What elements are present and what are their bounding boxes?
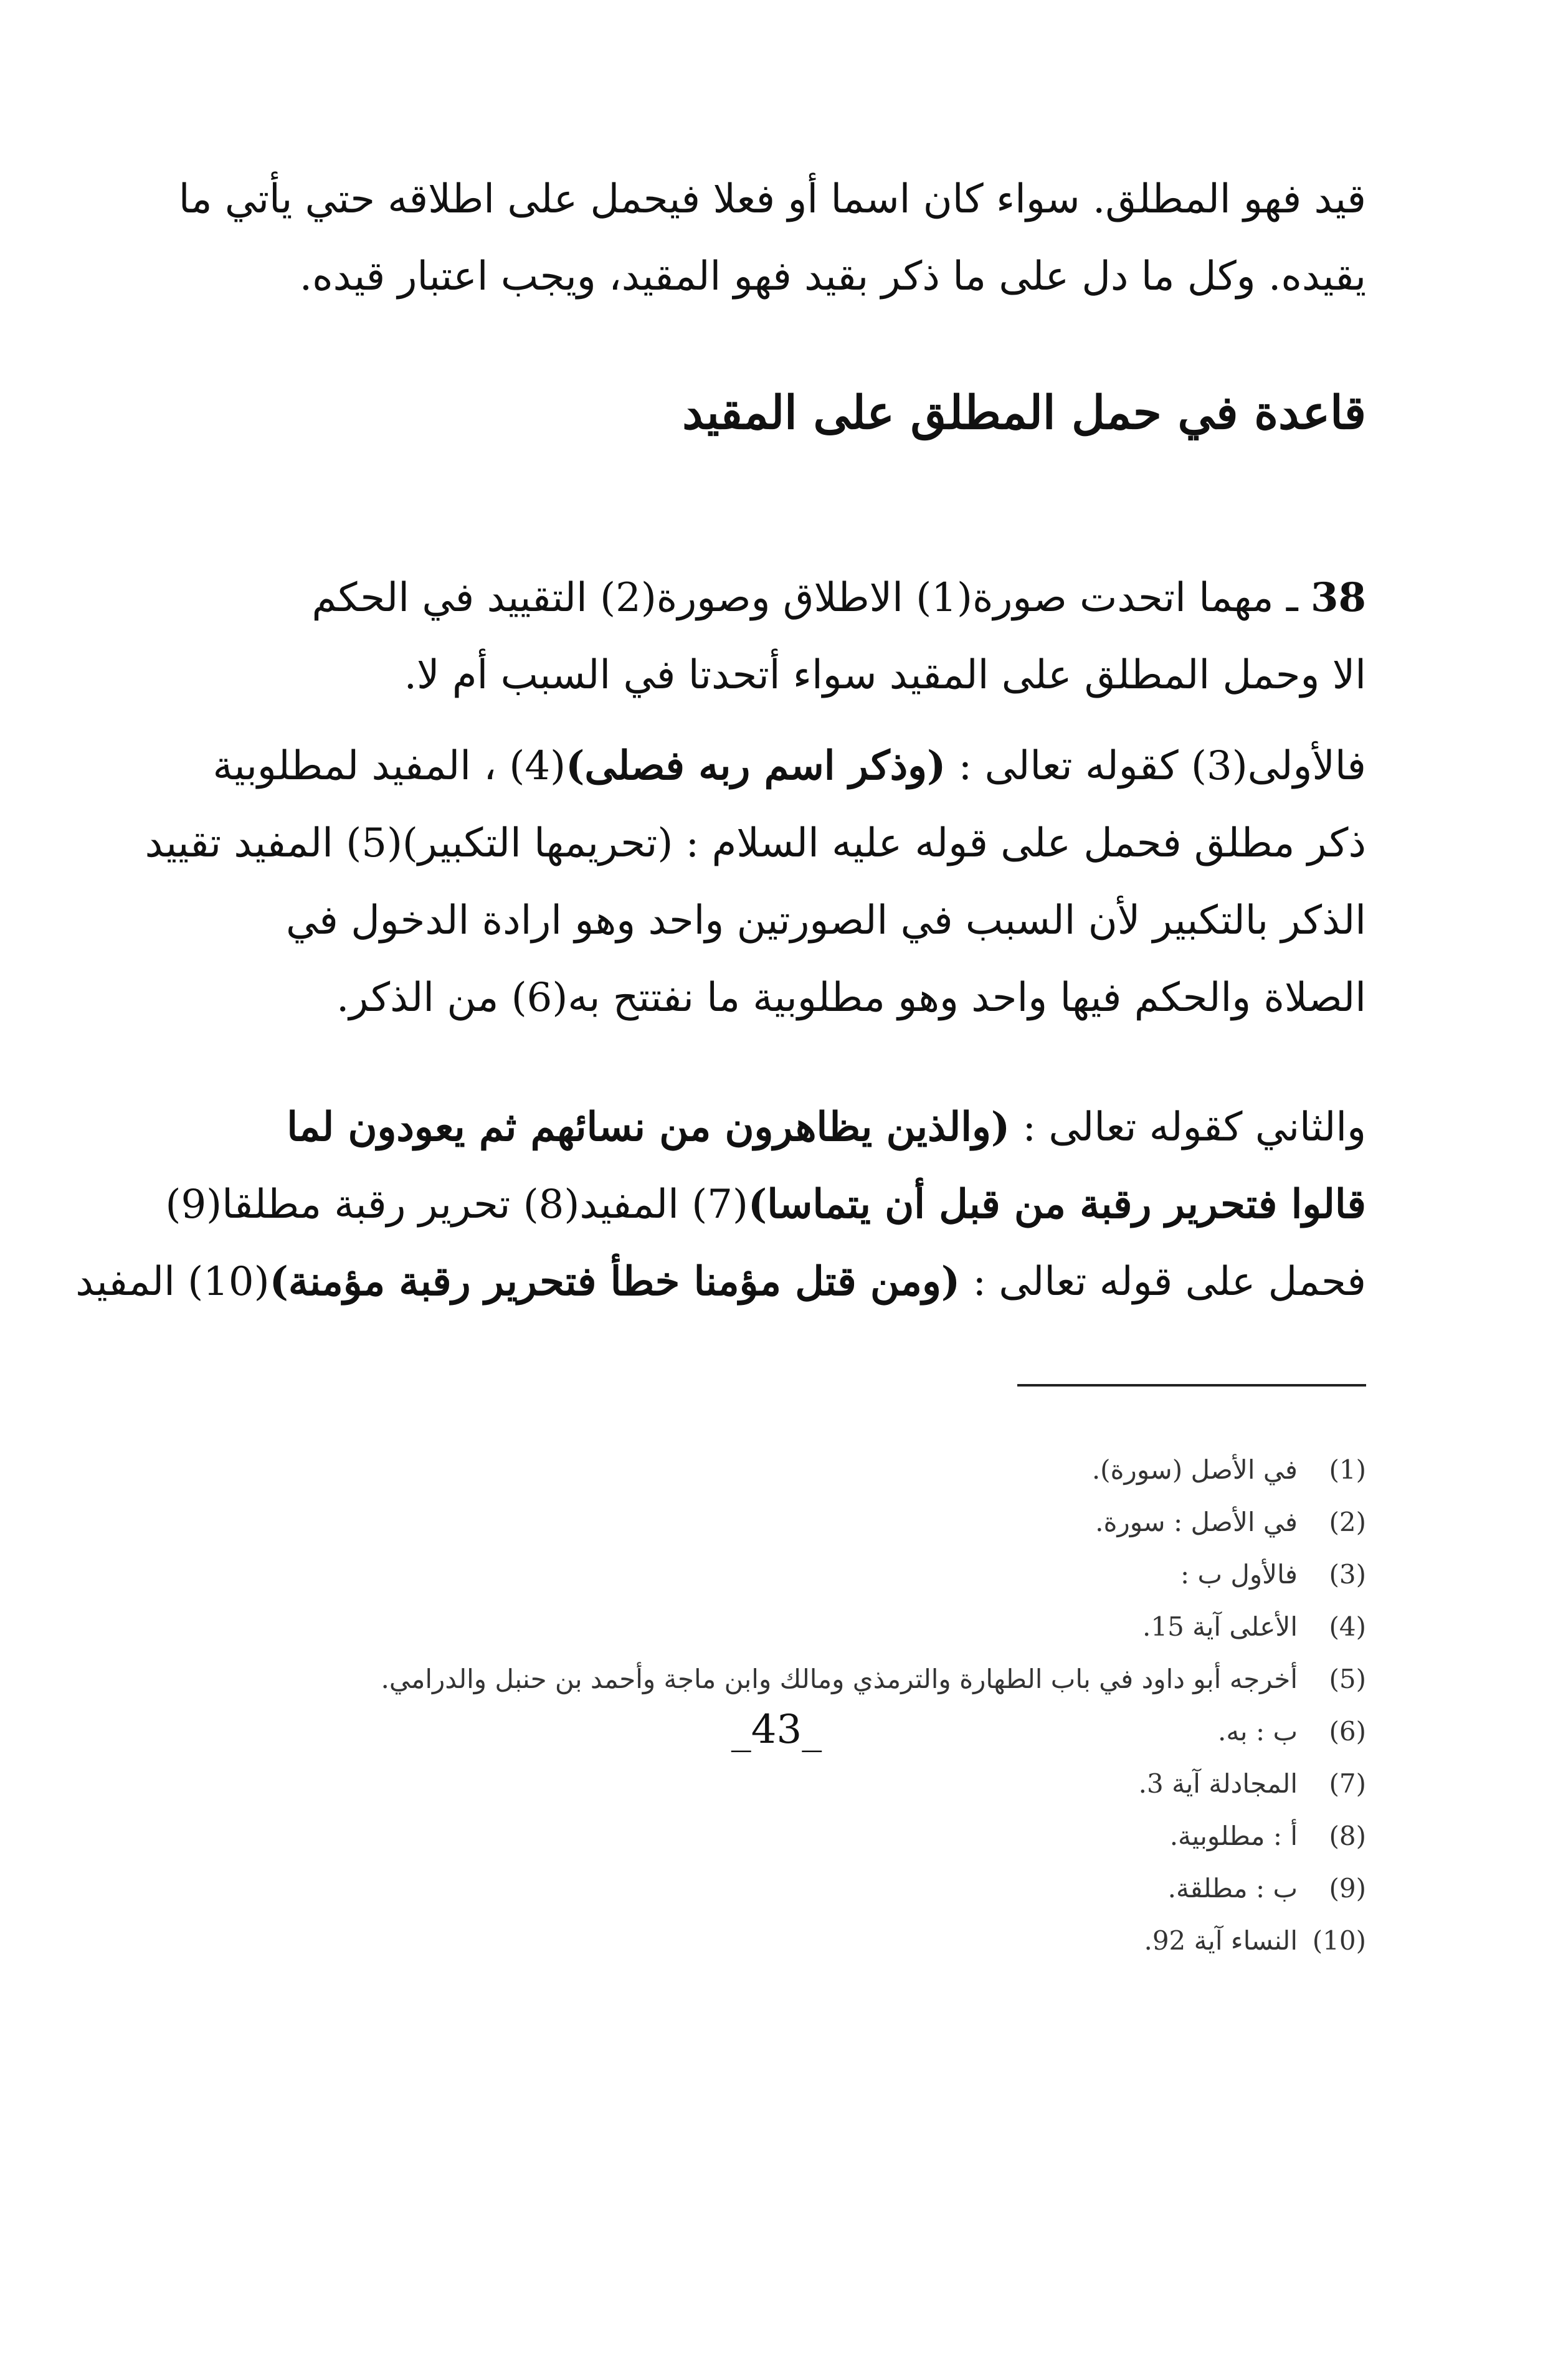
second-line-3-head: فحمل على قوله تعالى : (960, 1259, 1366, 1305)
first-line-4: الصلاة والحكم فيها واحد وهو مطلوبية ما نفتتح به(6) من الذكر. (336, 975, 1366, 1021)
footnote-item (187, 1548, 1366, 1601)
second-line-2-tail: (7) المفيد(8) تحرير رقبة مطلقا(9) (165, 1182, 748, 1228)
footnote-text: في الأصل (سورة). (1091, 1454, 1298, 1485)
footnote-number: (6) (1329, 1716, 1366, 1747)
first-line-1-tail: (4) ، المفيد لمطلوبية (212, 743, 566, 789)
footnote-number: (1) (1329, 1454, 1366, 1485)
second-case-paragraph (75, 1089, 1366, 1320)
footnotes (187, 1444, 1366, 1967)
second-line-2 (165, 1166, 1366, 1243)
footnote-item (187, 1915, 1366, 1967)
footnote-text: المجادلة آية 3. (1138, 1768, 1298, 1799)
footnote-item (187, 1810, 1366, 1862)
footnote-item (187, 1601, 1366, 1653)
footnote-text: فالأول ب : (1180, 1559, 1298, 1590)
second-line-3-tail: (10) المفيد (75, 1259, 270, 1305)
first-line-1 (212, 728, 1366, 805)
first-intro-text: فالأولى(3) كقوله تعالى : (946, 743, 1366, 789)
footnote-text: أ : مطلوبية. (1169, 1821, 1298, 1851)
footnote-number: (3) (1329, 1559, 1366, 1590)
quran-quote-2-end: قالوا فتحرير رقبة من قبل أن يتماسا) (748, 1181, 1366, 1228)
footnote-item (187, 1444, 1366, 1496)
footnote-text: ب : به. (1218, 1716, 1298, 1747)
second-line-1 (212, 1089, 1366, 1166)
footnote-text: الأعلى آية 15. (1142, 1611, 1298, 1642)
footnote-number: (5) (1329, 1664, 1366, 1694)
footnote-number: (9) (1329, 1873, 1366, 1904)
second-line-3 (75, 1243, 1366, 1320)
second-intro-text: والثاني كقوله تعالى : (1010, 1104, 1366, 1150)
rule-38-paragraph (212, 559, 1366, 714)
quran-quote-1: (وذكر اسم ربه فصلى) (566, 742, 946, 789)
section-heading: قاعدة في حمل المطلق على المقيد (682, 386, 1366, 440)
intro-line-2: يقيده. وكل ما دل على ما ذكر بقيد فهو المقيد، ويجب اعتبار قيده. (299, 254, 1366, 300)
footnote-item (187, 1653, 1366, 1705)
quran-quote-2-start: (والذين يظاهرون من نسائهم ثم يعودون لما (287, 1104, 1010, 1150)
footnote-item (187, 1758, 1366, 1810)
footnote-item (187, 1862, 1366, 1915)
quran-quote-3: (ومن قتل مؤمنا خطأ فتحرير رقبة مؤمنة) (269, 1258, 961, 1305)
first-case-paragraph (145, 728, 1366, 1036)
page-number: _43_ (731, 1707, 822, 1753)
rule-38-text-1: ـ مهما اتحدت صورة(1) الاطلاق وصورة(2) التقييد في الحكم (311, 575, 1298, 621)
footnote-number: (8) (1329, 1821, 1366, 1851)
footnote-text: في الأصل : سورة. (1095, 1507, 1298, 1537)
footnote-number: (7) (1329, 1768, 1366, 1799)
first-line-3: الذكر بالتكبير لأن السبب في الصورتين واحد وهو ارادة الدخول في (285, 898, 1366, 944)
first-line-2: ذكر مطلق فحمل على قوله عليه السلام : (تحريمها التكبير)(5) المفيد تقييد (145, 820, 1366, 866)
footnote-item (187, 1496, 1366, 1548)
rule-38-line-1 (212, 559, 1366, 637)
footnote-number: (2) (1329, 1507, 1366, 1537)
intro-line-1: قيد فهو المطلق. سواء كان اسما أو فعلا فيحمل على اطلاقه حتي يأتي ما (178, 176, 1366, 222)
footnote-text: أخرجه أبو داود في باب الطهارة والترمذي ومالك وابن ماجة وأحمد بن حنبل والدرامي. (381, 1664, 1298, 1694)
footnote-text: النساء آية 92. (1144, 1925, 1298, 1956)
intro-paragraph (178, 161, 1366, 315)
footnote-number: (10) (1312, 1925, 1366, 1956)
footnote-text: ب : مطلقة. (1167, 1873, 1298, 1904)
footnote-number: (4) (1329, 1611, 1366, 1642)
rule-38-line-2: الا وحمل المطلق على المقيد سواء أتحدتا في السبب أم لا. (404, 652, 1366, 698)
rule-number: 38 (1310, 574, 1366, 621)
footnote-divider (1017, 1384, 1366, 1387)
